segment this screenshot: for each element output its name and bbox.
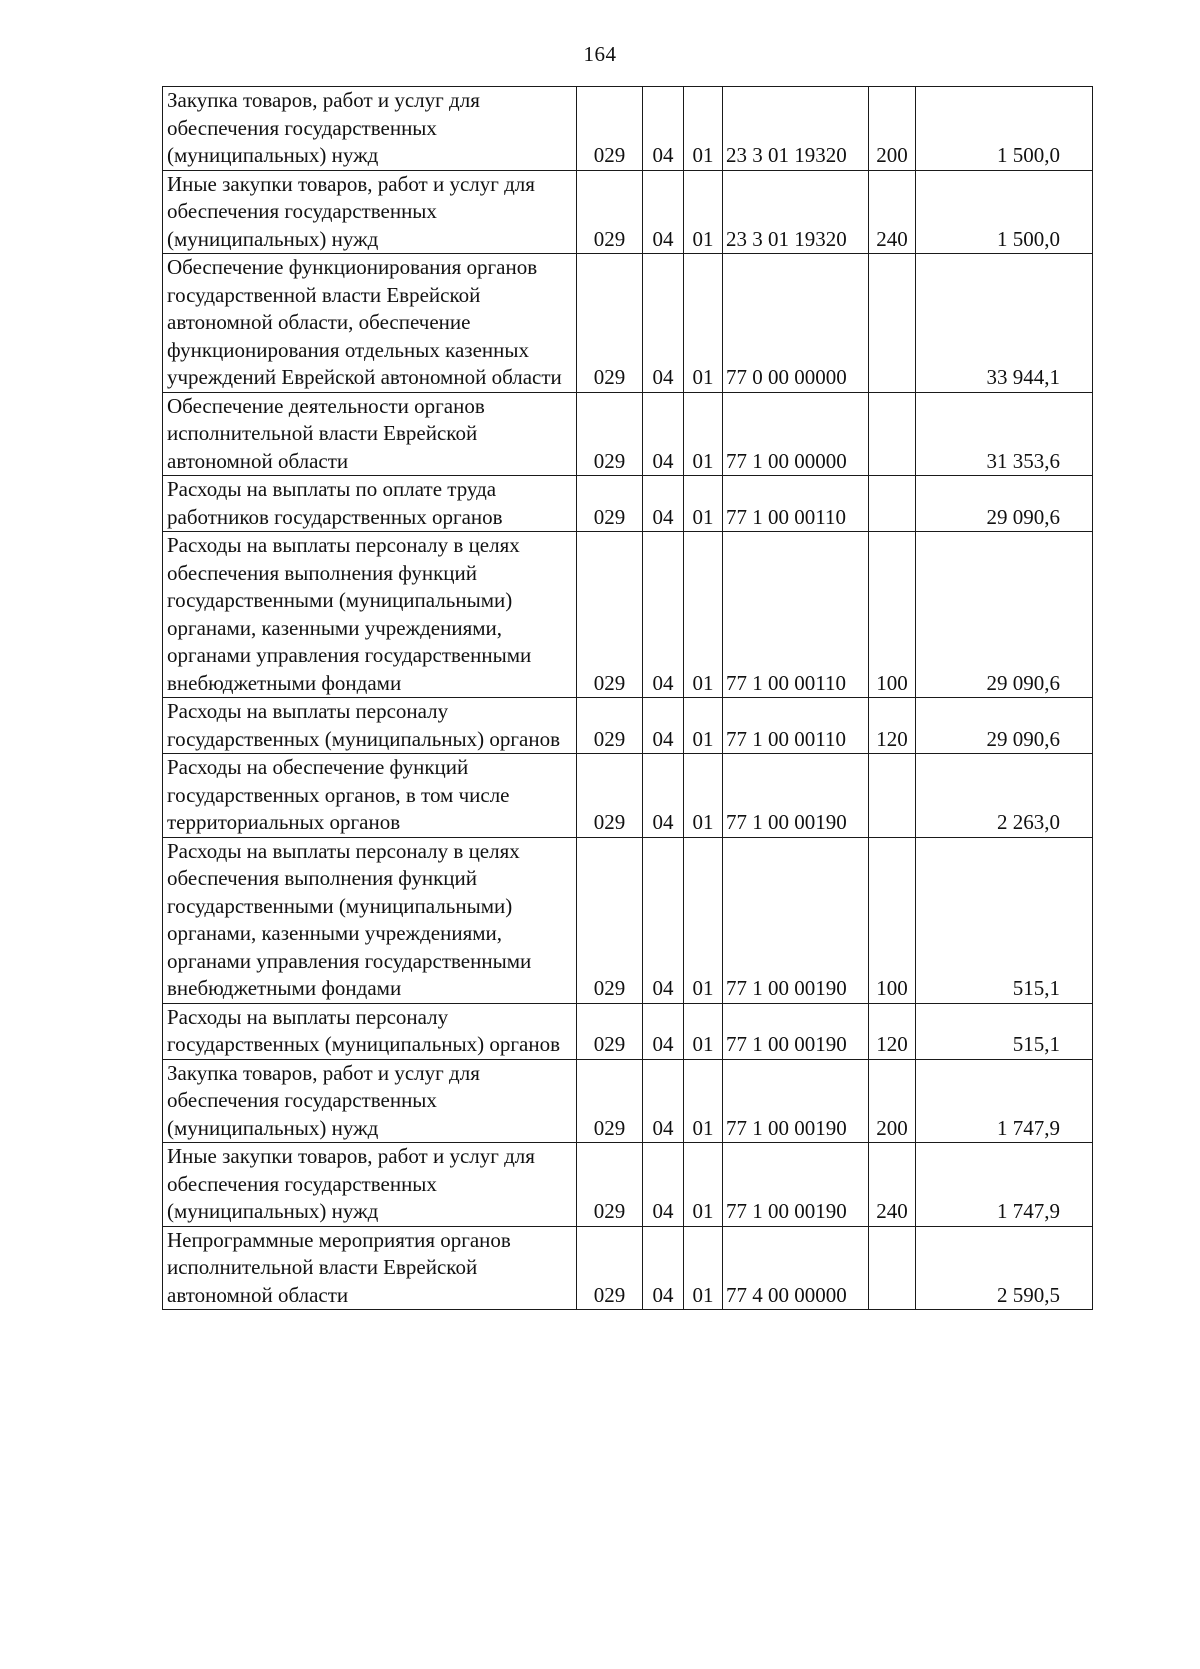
expense-name-cell: Закупка товаров, работ и услуг для обеспечения государственных (муниципальных) нужд [163, 87, 577, 171]
expense-type-code-cell: 240 [869, 170, 916, 254]
table-row [163, 532, 1093, 698]
section-code-cell: 04 [643, 1143, 684, 1227]
grbs-code-cell: 029 [577, 532, 643, 698]
table-row [163, 1003, 1093, 1059]
subsection-code-cell: 01 [684, 170, 723, 254]
amount-cell: 29 090,6 [916, 532, 1093, 698]
target-item-code-cell: 77 0 00 00000 [723, 254, 869, 393]
amount-cell: 1 500,0 [916, 87, 1093, 171]
expense-type-code-cell: 120 [869, 698, 916, 754]
target-item-code-cell: 77 1 00 00000 [723, 392, 869, 476]
section-code-cell: 04 [643, 532, 684, 698]
expense-name-cell: Расходы на обеспечение функций государственных органов, в том числе территориальных органов [163, 754, 577, 838]
amount-cell: 2 590,5 [916, 1226, 1093, 1310]
section-code-cell: 04 [643, 1059, 684, 1143]
table-row [163, 754, 1093, 838]
subsection-code-cell: 01 [684, 837, 723, 1003]
target-item-code-cell: 77 1 00 00190 [723, 1059, 869, 1143]
section-code-cell: 04 [643, 754, 684, 838]
grbs-code-cell: 029 [577, 1003, 643, 1059]
table-row [163, 170, 1093, 254]
table-row [163, 1226, 1093, 1310]
amount-cell: 33 944,1 [916, 254, 1093, 393]
amount-cell: 1 747,9 [916, 1143, 1093, 1227]
section-code-cell: 04 [643, 392, 684, 476]
section-code-cell: 04 [643, 87, 684, 171]
expense-name-cell: Закупка товаров, работ и услуг для обеспечения государственных (муниципальных) нужд [163, 1059, 577, 1143]
table-row [163, 698, 1093, 754]
grbs-code-cell: 029 [577, 254, 643, 393]
table-row [163, 1059, 1093, 1143]
amount-cell: 515,1 [916, 837, 1093, 1003]
table-row [163, 476, 1093, 532]
expense-name-cell: Иные закупки товаров, работ и услуг для обеспечения государственных (муниципальных) нужд [163, 170, 577, 254]
expense-name-cell: Расходы на выплаты персоналу в целях обеспечения выполнения функций государственными (муниципальными) органами, казенными учреждениями, органами управления государственными внебюджетными фондами [163, 532, 577, 698]
target-item-code-cell: 77 4 00 00000 [723, 1226, 869, 1310]
subsection-code-cell: 01 [684, 1003, 723, 1059]
grbs-code-cell: 029 [577, 1226, 643, 1310]
table-row [163, 837, 1093, 1003]
target-item-code-cell: 77 1 00 00190 [723, 837, 869, 1003]
amount-cell: 31 353,6 [916, 392, 1093, 476]
amount-cell: 515,1 [916, 1003, 1093, 1059]
grbs-code-cell: 029 [577, 837, 643, 1003]
table-row [163, 254, 1093, 393]
subsection-code-cell: 01 [684, 1143, 723, 1227]
amount-cell: 29 090,6 [916, 698, 1093, 754]
expense-type-code-cell: 200 [869, 1059, 916, 1143]
grbs-code-cell: 029 [577, 392, 643, 476]
section-code-cell: 04 [643, 837, 684, 1003]
expense-type-code-cell: 100 [869, 532, 916, 698]
table-row [163, 1143, 1093, 1227]
budget-table [162, 86, 1093, 1310]
target-item-code-cell: 23 3 01 19320 [723, 87, 869, 171]
expense-type-code-cell [869, 1226, 916, 1310]
subsection-code-cell: 01 [684, 476, 723, 532]
amount-cell: 1 747,9 [916, 1059, 1093, 1143]
expense-name-cell: Расходы на выплаты персоналу в целях обеспечения выполнения функций государственными (муниципальными) органами, казенными учреждениями, органами управления государственными внебюджетными фондами [163, 837, 577, 1003]
subsection-code-cell: 01 [684, 1059, 723, 1143]
subsection-code-cell: 01 [684, 1226, 723, 1310]
amount-cell: 2 263,0 [916, 754, 1093, 838]
target-item-code-cell: 77 1 00 00190 [723, 754, 869, 838]
section-code-cell: 04 [643, 476, 684, 532]
grbs-code-cell: 029 [577, 754, 643, 838]
subsection-code-cell: 01 [684, 532, 723, 698]
section-code-cell: 04 [643, 1003, 684, 1059]
table-body [163, 87, 1093, 1310]
target-item-code-cell: 77 1 00 00110 [723, 532, 869, 698]
section-code-cell: 04 [643, 1226, 684, 1310]
target-item-code-cell: 77 1 00 00190 [723, 1003, 869, 1059]
subsection-code-cell: 01 [684, 87, 723, 171]
section-code-cell: 04 [643, 170, 684, 254]
target-item-code-cell: 23 3 01 19320 [723, 170, 869, 254]
expense-type-code-cell: 120 [869, 1003, 916, 1059]
section-code-cell: 04 [643, 698, 684, 754]
target-item-code-cell: 77 1 00 00110 [723, 476, 869, 532]
expense-type-code-cell [869, 392, 916, 476]
expense-name-cell: Обеспечение деятельности органов исполнительной власти Еврейской автономной области [163, 392, 577, 476]
expense-type-code-cell: 240 [869, 1143, 916, 1227]
target-item-code-cell: 77 1 00 00110 [723, 698, 869, 754]
expense-name-cell: Иные закупки товаров, работ и услуг для обеспечения государственных (муниципальных) нужд [163, 1143, 577, 1227]
subsection-code-cell: 01 [684, 754, 723, 838]
grbs-code-cell: 029 [577, 476, 643, 532]
target-item-code-cell: 77 1 00 00190 [723, 1143, 869, 1227]
expense-type-code-cell: 100 [869, 837, 916, 1003]
page-number: 164 [583, 42, 617, 66]
section-code-cell: 04 [643, 254, 684, 393]
table-row [163, 87, 1093, 171]
expense-name-cell: Расходы на выплаты персоналу государственных (муниципальных) органов [163, 1003, 577, 1059]
subsection-code-cell: 01 [684, 698, 723, 754]
table-row [163, 392, 1093, 476]
grbs-code-cell: 029 [577, 87, 643, 171]
subsection-code-cell: 01 [684, 254, 723, 393]
amount-cell: 1 500,0 [916, 170, 1093, 254]
grbs-code-cell: 029 [577, 170, 643, 254]
grbs-code-cell: 029 [577, 1143, 643, 1227]
expense-name-cell: Расходы на выплаты по оплате труда работников государственных органов [163, 476, 577, 532]
expense-type-code-cell: 200 [869, 87, 916, 171]
expense-type-code-cell [869, 254, 916, 393]
expense-name-cell: Обеспечение функционирования органов государственной власти Еврейской автономной области, обеспечение функционирования отдельных казенных учреждений Еврейской автономной области [163, 254, 577, 393]
expense-name-cell: Непрограммные мероприятия органов исполнительной власти Еврейской автономной области [163, 1226, 577, 1310]
expense-type-code-cell [869, 754, 916, 838]
grbs-code-cell: 029 [577, 1059, 643, 1143]
amount-cell: 29 090,6 [916, 476, 1093, 532]
grbs-code-cell: 029 [577, 698, 643, 754]
expense-type-code-cell [869, 476, 916, 532]
expense-name-cell: Расходы на выплаты персоналу государственных (муниципальных) органов [163, 698, 577, 754]
subsection-code-cell: 01 [684, 392, 723, 476]
